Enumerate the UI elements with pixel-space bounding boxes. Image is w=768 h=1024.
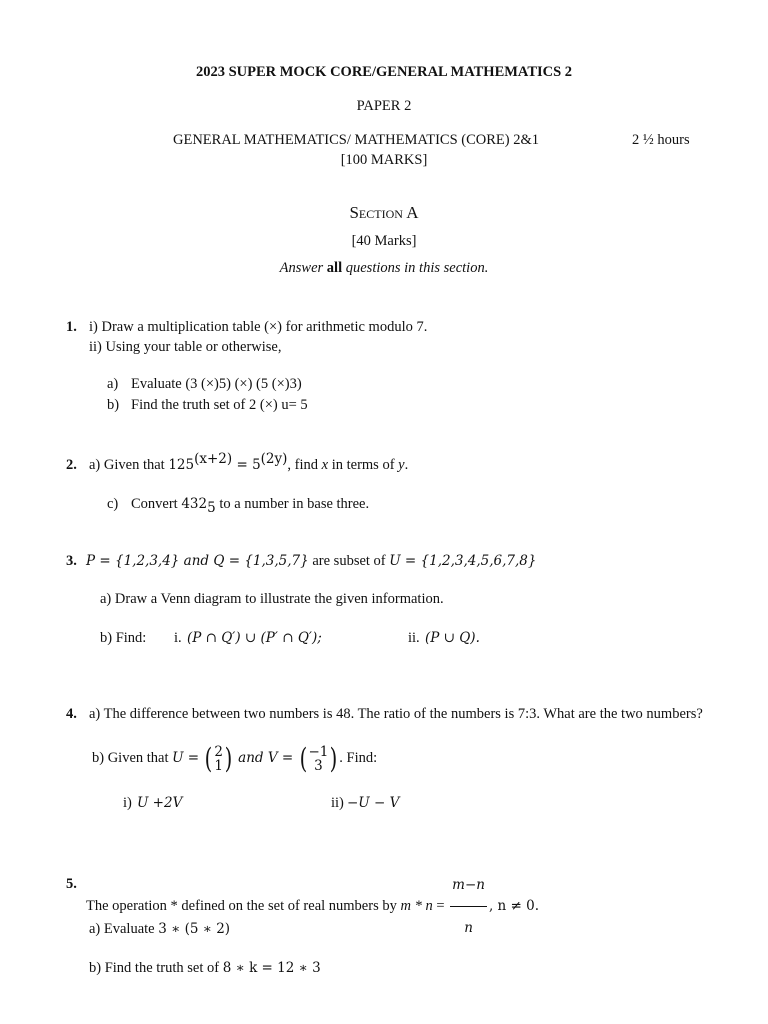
q4-b-post: . Find:: [339, 750, 378, 766]
exam-title: 2023 SUPER MOCK CORE/GENERAL MATHEMATICS 2: [195, 64, 573, 80]
q1-a-text: Evaluate (3 (×)5) (×) (5 (×)3): [131, 376, 302, 392]
q3-b-label: b) Find:: [100, 630, 147, 646]
q1-number: 1.: [66, 319, 77, 335]
q1-a-label: a): [107, 376, 119, 392]
q5-a-text: a) Evaluate: [89, 921, 159, 937]
q3-b-i-label: i.: [174, 630, 182, 646]
q2-c-num: 432: [181, 496, 208, 512]
q4-ii-expr: −U − V: [347, 795, 400, 811]
q5-text-cond: , n ≠ 0.: [488, 897, 540, 914]
q2-a-mid: , find: [287, 457, 322, 473]
q5-a: [89, 921, 230, 938]
q4-b: [92, 736, 377, 781]
q3-b-i-expr: (P ∩ Q′) ∪ (P′ ∩ Q′);: [187, 630, 322, 646]
q3-text: are subset of: [308, 553, 390, 569]
q4-ii-label: ii): [331, 795, 344, 811]
q5-b: [89, 960, 321, 977]
q2-a: [89, 451, 409, 474]
q2-a-x: x: [321, 457, 329, 473]
q2-a-base1: 125: [168, 457, 195, 473]
q2-c-post: to a number in base three.: [215, 496, 370, 512]
q4-b-pre: b) Given that: [92, 750, 173, 766]
q3-universal: U = {1,2,3,4,5,6,7,8}: [389, 553, 537, 569]
q4-v-bottom: 3: [314, 758, 323, 774]
instruction-pre: Answer: [279, 260, 327, 276]
duration: 2 ½ hours: [632, 132, 690, 148]
q2-a-end: .: [404, 457, 409, 473]
q2-c-pre: Convert: [131, 496, 182, 512]
q5-b-expr: 8 ∗ k = 12 ∗ 3: [222, 960, 321, 976]
total-marks: [100 MARKS]: [340, 152, 428, 168]
section-instruction: [0, 260, 768, 277]
q4-v-top: −1: [308, 743, 329, 760]
q4-vector-v: ( −1 3 ): [299, 742, 338, 775]
paper-label: PAPER 2: [356, 98, 412, 114]
q5-fraction: [450, 864, 487, 949]
q4-i-expr: U +2V: [137, 795, 183, 811]
q5-text-pre: The operation * defined on the set of real numbers by: [86, 897, 401, 914]
q3-sets: P = {1,2,3,4} and Q = {1,3,5,7}: [86, 553, 309, 569]
q5-frac-num: m−n: [450, 864, 487, 907]
instruction-post: questions in this section.: [342, 260, 489, 276]
q2-a-y: y: [398, 457, 405, 473]
q1-b-label: b): [107, 397, 120, 413]
q4-u-top: 2: [214, 743, 223, 760]
q4-b-U: U =: [172, 750, 204, 766]
instruction-bold: all: [326, 260, 343, 276]
q3-b-ii-label: ii.: [408, 630, 420, 646]
q2-number: 2.: [66, 457, 77, 473]
q3-b-ii-expr: (P ∪ Q).: [425, 630, 480, 646]
q2-c: [131, 496, 370, 516]
q4-a-text: a) The difference between two numbers is 48. The ratio of the numbers is 7:3. What are the two numbers?: [89, 706, 703, 722]
section-marks: [40 Marks]: [351, 233, 417, 249]
q4-u-bottom: 1: [214, 758, 223, 774]
q4-b-V: V =: [267, 750, 298, 766]
subject-line: GENERAL MATHEMATICS/ MATHEMATICS (CORE) 2&1: [173, 132, 539, 148]
q5-b-text: b) Find the truth set of: [89, 960, 223, 976]
q3-a-text: a) Draw a Venn diagram to illustrate the given information.: [100, 591, 444, 607]
q4-i-label: i): [123, 795, 132, 811]
q5-text-expr: m * n: [400, 897, 433, 914]
q2-a-exp1: (x+2): [194, 451, 233, 468]
q2-a-pre: a) Given that: [89, 457, 169, 473]
q1-part-ii: ii) Using your table or otherwise,: [89, 339, 282, 355]
q4-b-and: and: [233, 750, 268, 766]
q5-frac-den: n: [464, 920, 473, 936]
q1-b-text: Find the truth set of 2 (×) u= 5: [131, 397, 308, 413]
q4-vector-u: ( 2 1 ): [205, 742, 233, 775]
q2-a-eq: = 5: [232, 457, 261, 473]
q2-c-label: c): [107, 496, 119, 512]
q5-a-expr: 3 ∗ (5 ∗ 2): [158, 921, 231, 937]
section-title: Section A: [349, 203, 419, 222]
q5-text-eq: =: [432, 897, 449, 914]
q1-part-i: i) Draw a multiplication table (×) for arithmetic modulo 7.: [89, 319, 428, 335]
q5-number: 5.: [66, 876, 77, 892]
q2-c-base: 5: [207, 499, 216, 516]
q3-number: 3.: [66, 553, 77, 569]
q2-a-mid2: in terms of: [328, 457, 399, 473]
q2-a-exp2: (2y): [260, 451, 288, 468]
q3-stem: [86, 553, 536, 570]
q4-number: 4.: [66, 706, 77, 722]
